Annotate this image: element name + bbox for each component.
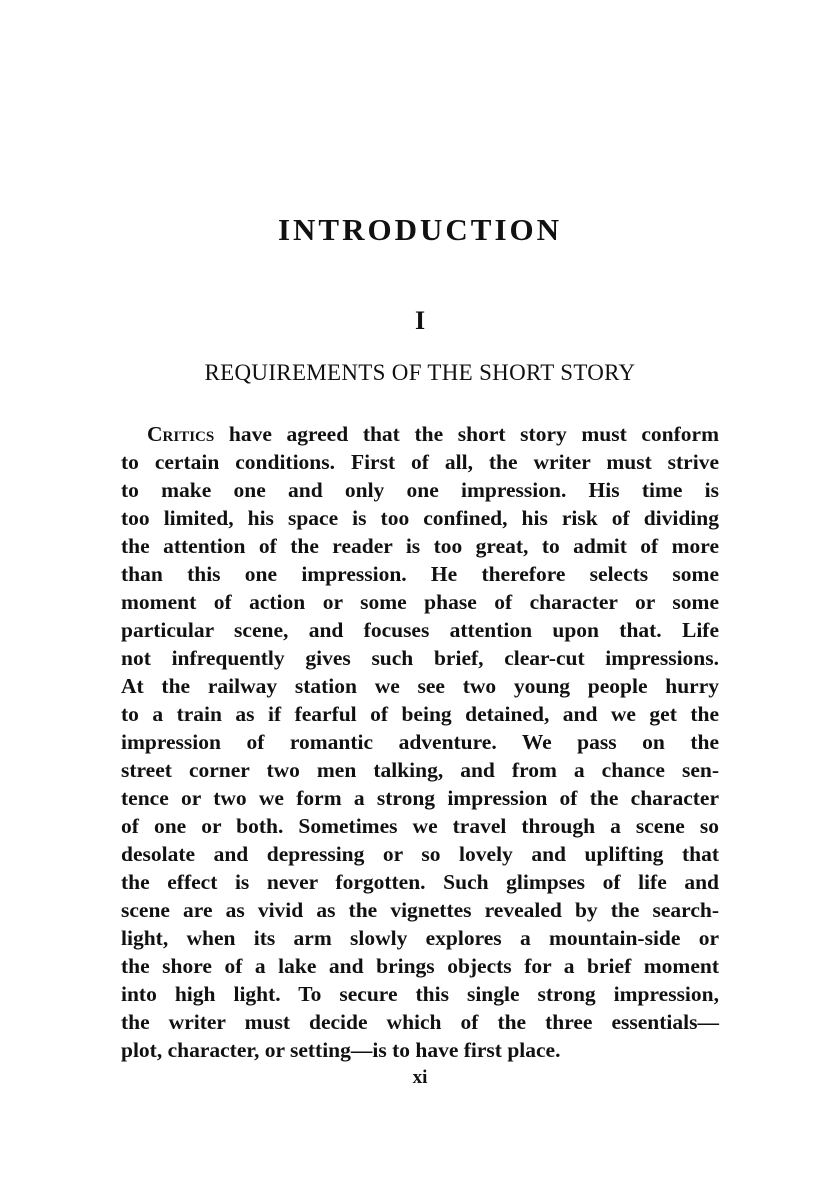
chapter-title: INTRODUCTION (277, 212, 563, 247)
section-subtitle: REQUIREMENTS OF THE SHORT STORY (204, 360, 636, 385)
paragraph-line: to a train as if fearful of being detained, and we get the (121, 702, 719, 726)
first-line-text: have agreed that the short story must conform (228, 422, 719, 446)
paragraph-line: the effect is never forgotten. Such glimpses of life and (121, 870, 719, 894)
paragraph-line: the writer must decide which of the three essentials— (121, 1010, 719, 1034)
paragraph-last-line: plot, character, or setting—is to have first place. (121, 1038, 561, 1062)
paragraph-line: particular scene, and focuses attention upon that. Life (121, 618, 719, 642)
paragraph-line: the attention of the reader is too great, to admit of more (121, 534, 719, 558)
paragraph-line (121, 420, 719, 448)
paragraph-line: the shore of a lake and brings objects for a brief moment (121, 954, 719, 978)
paragraph-line: to certain conditions. First of all, the writer must strive (121, 450, 719, 474)
paragraph-line: scene are as vivid as the vignettes revealed by the search- (121, 898, 719, 922)
paragraph-line: impression of romantic adventure. We pass on the (121, 730, 719, 754)
body-paragraph (121, 420, 719, 1064)
paragraph-line: tence or two we form a strong impression of the character (121, 786, 719, 810)
paragraph-line: to make one and only one impression. His time is (121, 478, 719, 502)
paragraph-line: light, when its arm slowly explores a mountain-side or (121, 926, 719, 950)
paragraph-line: street corner two men talking, and from a chance sen- (121, 758, 719, 782)
section-number: I (414, 306, 426, 335)
paragraph-line: moment of action or some phase of character or some (121, 590, 719, 614)
paragraph-line: too limited, his space is too confined, his risk of dividing (121, 506, 719, 530)
paragraph-line: At the railway station we see two young people hurry (121, 674, 719, 698)
paragraph-line: of one or both. Sometimes we travel through a scene so (121, 814, 719, 838)
paragraph-line: not infrequently gives such brief, clear-cut impressions. (121, 646, 719, 670)
paragraph-line: desolate and depressing or so lovely and uplifting that (121, 842, 719, 866)
page-number: xi (412, 1067, 428, 1088)
paragraph-line: into high light. To secure this single strong impression, (121, 982, 719, 1006)
paragraph-line: than this one impression. He therefore selects some (121, 562, 719, 586)
drop-word: Critics (147, 422, 215, 446)
